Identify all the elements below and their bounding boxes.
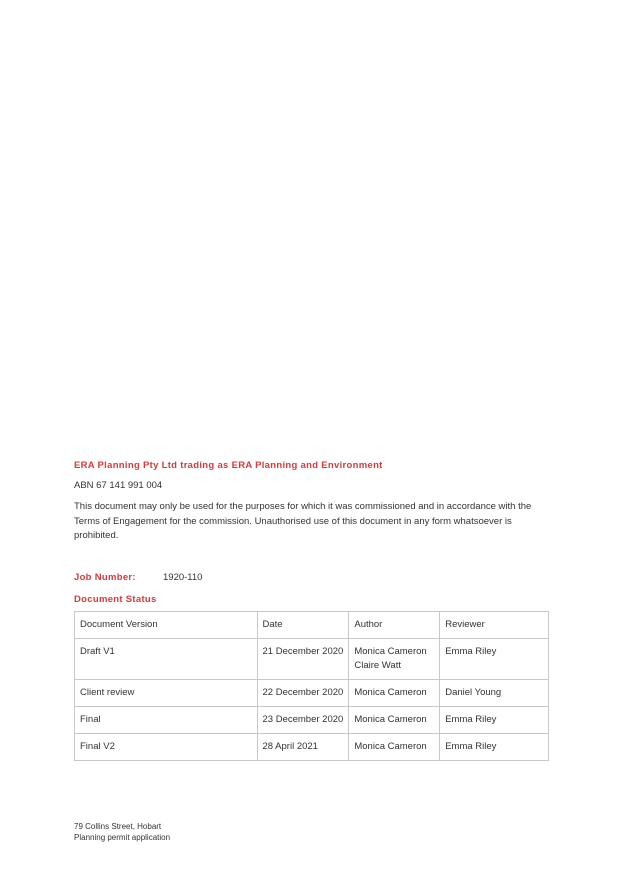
cell-author: Monica Cameron <box>349 734 440 761</box>
cell-date: 21 December 2020 <box>257 639 349 680</box>
cell-date: 23 December 2020 <box>257 707 349 734</box>
cell-version: Draft V1 <box>75 639 258 680</box>
table-row <box>75 734 549 761</box>
table-row <box>75 639 549 680</box>
cell-reviewer: Daniel Young <box>440 680 549 707</box>
cell-version: Client review <box>75 680 258 707</box>
cell-date: 22 December 2020 <box>257 680 349 707</box>
cell-author: Monica Cameron <box>349 707 440 734</box>
company-heading: ERA Planning Pty Ltd trading as ERA Planning and Environment <box>74 460 383 471</box>
cell-reviewer: Emma Riley <box>440 734 549 761</box>
cell-reviewer: Emma Riley <box>440 707 549 734</box>
cell-reviewer: Emma Riley <box>440 639 549 680</box>
job-number-value: 1920-110 <box>163 572 203 583</box>
cell-author: Monica Cameron <box>349 680 440 707</box>
cell-version: Final V2 <box>75 734 258 761</box>
table-header-row <box>75 612 549 639</box>
cell-author <box>349 639 440 680</box>
column-header-version: Document Version <box>75 612 258 639</box>
document-status-table <box>74 611 549 761</box>
footer-description: Planning permit application <box>74 832 171 842</box>
document-status-heading: Document Status <box>74 594 157 605</box>
author-name: Monica Cameron <box>354 646 427 657</box>
table-row <box>75 707 549 734</box>
author-name: Claire Watt <box>354 660 401 671</box>
table-row <box>75 680 549 707</box>
disclaimer-text: This document may only be used for the purposes for which it was commissioned and in accordance with the Terms of Engagement for the commission. Unauthorised use of this document in any form whatsoever is prohibited. <box>74 501 532 541</box>
column-header-date: Date <box>257 612 349 639</box>
abn-text: ABN 67 141 991 004 <box>74 480 163 491</box>
page-footer <box>74 822 170 843</box>
column-header-author: Author <box>349 612 440 639</box>
cell-version: Final <box>75 707 258 734</box>
job-number-label: Job Number: <box>74 572 136 583</box>
column-header-reviewer: Reviewer <box>440 612 549 639</box>
footer-address: 79 Collins Street, Hobart <box>74 822 162 831</box>
cell-date: 28 April 2021 <box>257 734 349 761</box>
